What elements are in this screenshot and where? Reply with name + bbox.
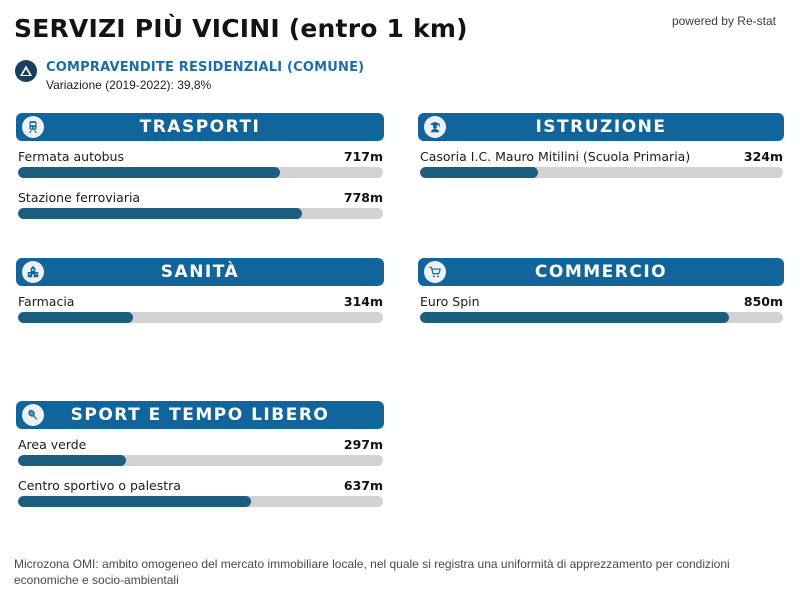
section-items: [16, 437, 384, 507]
section-header-trasporti: [16, 113, 384, 141]
section-sanita: [16, 258, 384, 323]
section-items: [418, 294, 784, 323]
section-title: ISTRUZIONE: [535, 117, 667, 137]
service-row: [18, 294, 383, 309]
distance-bar-fill: [18, 208, 302, 219]
section-header-sanita: [16, 258, 384, 286]
distance-value: 850m: [743, 294, 783, 309]
section-items: [16, 294, 384, 323]
shopping-cart-icon: [424, 261, 446, 283]
distance-bar-track: [420, 167, 783, 178]
section-title: TRASPORTI: [139, 117, 261, 137]
distance-bar-fill: [18, 455, 126, 466]
distance-bar-track: [18, 208, 383, 219]
service-label: Centro sportivo o palestra: [18, 478, 181, 493]
section-title: SANITÀ: [160, 262, 240, 282]
distance-bar-track: [18, 167, 383, 178]
variazione-label: Variazione (2019-2022): 39,8%: [46, 78, 212, 92]
service-label: Area verde: [18, 437, 87, 452]
service-label: Euro Spin: [420, 294, 480, 309]
section-title: COMMERCIO: [534, 262, 668, 282]
service-row: [18, 190, 383, 205]
distance-value: 637m: [343, 478, 383, 493]
service-row: [420, 294, 783, 309]
page-title: SERVIZI PIÙ VICINI (entro 1 km): [14, 14, 468, 43]
compravendite-summary: [15, 60, 364, 92]
section-header-sport: [16, 401, 384, 429]
distance-bar-track: [18, 312, 383, 323]
section-header-commercio: [418, 258, 784, 286]
train-icon: [22, 116, 44, 138]
compravendite-title: COMPRAVENDITE RESIDENZIALI (COMUNE): [46, 60, 365, 75]
compravendite-text-block: [46, 60, 364, 92]
service-label: Stazione ferroviaria: [18, 190, 141, 205]
section-items: [16, 149, 384, 219]
section-title: SPORT E TEMPO LIBERO: [70, 405, 330, 425]
distance-bar-track: [420, 312, 783, 323]
powered-by-label: powered by Re-stat: [671, 14, 776, 28]
hospital-icon: [22, 261, 44, 283]
microzona-omi-note: Microzona OMI: ambito omogeneo del mercato immobiliare locale, nel quale si registra una uniformità di apprezzamento per condizioni economiche e socio-ambientali: [14, 557, 730, 587]
delta-up-logo-icon: [15, 60, 37, 82]
distance-bar-track: [18, 496, 383, 507]
distance-bar-fill: [18, 312, 133, 323]
student-icon: [424, 116, 446, 138]
distance-bar-fill: [18, 496, 251, 507]
distance-value: 297m: [343, 437, 383, 452]
distance-value: 778m: [343, 190, 383, 205]
service-row: [18, 437, 383, 452]
distance-bar-fill: [420, 167, 538, 178]
racket-icon: [22, 404, 44, 426]
service-row: [420, 149, 783, 164]
service-label: Casoria I.C. Mauro Mitilini (Scuola Primaria): [420, 149, 691, 164]
distance-value: 717m: [343, 149, 383, 164]
section-istruzione: [418, 113, 784, 178]
section-items: [418, 149, 784, 178]
distance-bar-fill: [18, 167, 280, 178]
service-row: [18, 478, 383, 493]
service-label: Farmacia: [18, 294, 75, 309]
section-header-istruzione: [418, 113, 784, 141]
service-row: [18, 149, 383, 164]
section-commercio: [418, 258, 784, 323]
section-trasporti: [16, 113, 384, 219]
distance-value: 314m: [343, 294, 383, 309]
distance-bar-track: [18, 455, 383, 466]
distance-bar-fill: [420, 312, 729, 323]
section-sport-tempo-libero: [16, 401, 384, 507]
distance-value: 324m: [743, 149, 783, 164]
service-label: Fermata autobus: [18, 149, 124, 164]
